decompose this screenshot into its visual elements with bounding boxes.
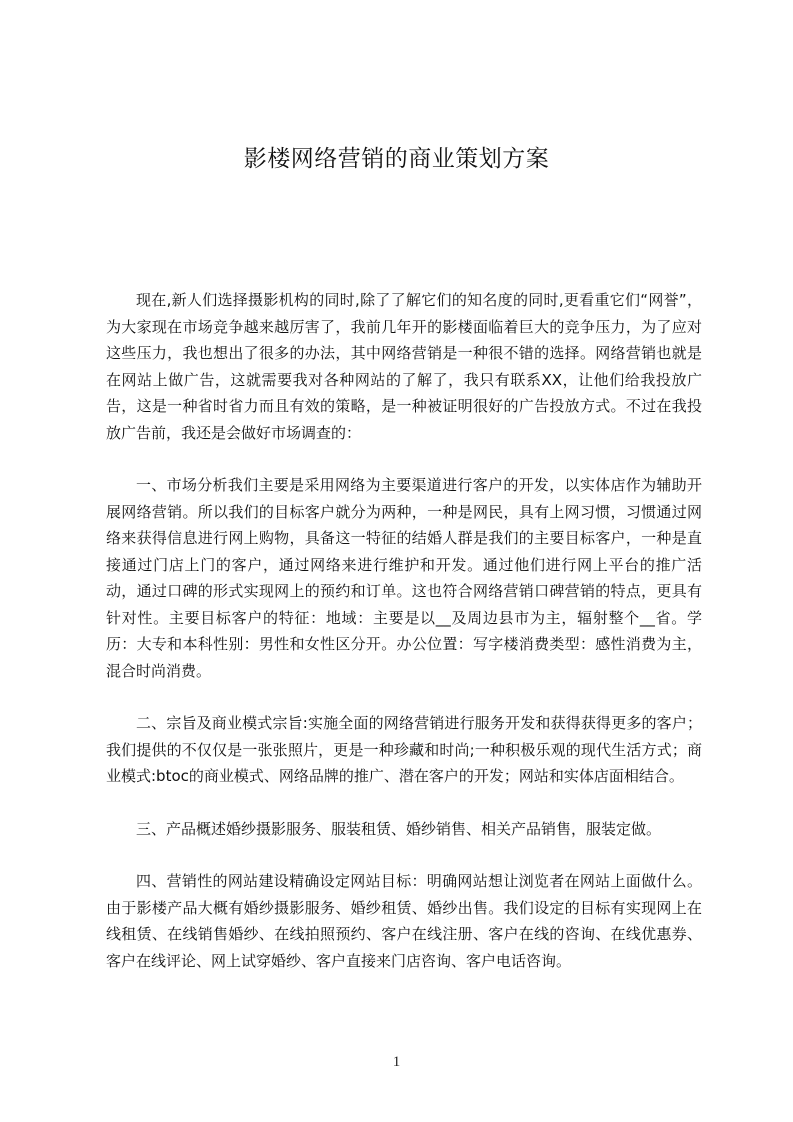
paragraph-market-analysis: 一、市场分析我们主要是采用网络为主要渠道进行客户的开发，以实体店作为辅助开展网络营销。所以我们的目标客户就分为两种，一种是网民，具有上网习惯，习惯通过网络来获得信息进行网上购物，具备这一特征的结婚人群是我们的主要目标客户，一种是直接通过门店上门的客户，通过网络来进行维护和开发。通过他们进行网上平台的推广活动，通过口碑的形式实现网上的预约和订单。这也符合网络营销口碑营销的特点，更具有针对性。主要目标客户的特征：地域：主要是以__及周边县市为主，辐射整个__省。学历：大专和本科性别：男性和女性区分开。办公位置：写字楼消费类型：感性消费为主，混合时尚消费。 xyxy=(106,476,702,680)
document-title: 影楼网络营销的商业策划方案 xyxy=(243,146,550,172)
document-body xyxy=(106,287,702,974)
paragraph-business-model: 二、宗旨及商业模式宗旨:实施全面的网络营销进行服务开发和获得获得更多的客户；我们提供的不仅仅是一张张照片，更是一种珍藏和时尚;一种积极乐观的现代生活方式；商业模式:btoc的商业模式、网络品牌的推广、潜在客户的开发；网站和实体店面相结合。 xyxy=(106,714,702,785)
paragraph-website-building: 四、营销性的网站建设精确设定网站目标：明确网站想让浏览者在网站上面做什么。由于影楼产品大概有婚纱摄影服务、婚纱租赁、婚纱出售。我们设定的目标有实现网上在线租赁、在线销售婚纱、在线拍照预约、客户在线注册、客户在线的咨询、在线优惠券、客户在线评论、网上试穿婚纱、客户直接来门店咨询、客户电话咨询。 xyxy=(106,872,702,970)
paragraph-product-overview: 三、产品概述婚纱摄影服务、服装租赁、婚纱销售、相关产品销售，服装定做。 xyxy=(136,819,662,838)
paragraph-spacer xyxy=(106,684,702,710)
page-number: 1 xyxy=(392,1054,401,1070)
paragraph-spacer xyxy=(106,446,702,472)
paragraph-spacer xyxy=(106,790,702,816)
paragraph-spacer xyxy=(106,842,702,868)
paragraph-intro: 现在,新人们选择摄影机构的同时,除了了解它们的知名度的同时,更看重它们“网誉”，为大家现在市场竞争越来越厉害了，我前几年开的影楼面临着巨大的竞争压力，为了应对这些压力，我也想出了很多的办法，其中网络营销是一种很不错的选择。网络营销也就是在网站上做广告，这就需要我对各种网站的了解了，我只有联系XX，让他们给我投放广告，这是一种省时省力而且有效的策略，是一种被证明很好的广告投放方式。不过在我投放广告前，我还是会做好市场调查的： xyxy=(106,291,702,442)
